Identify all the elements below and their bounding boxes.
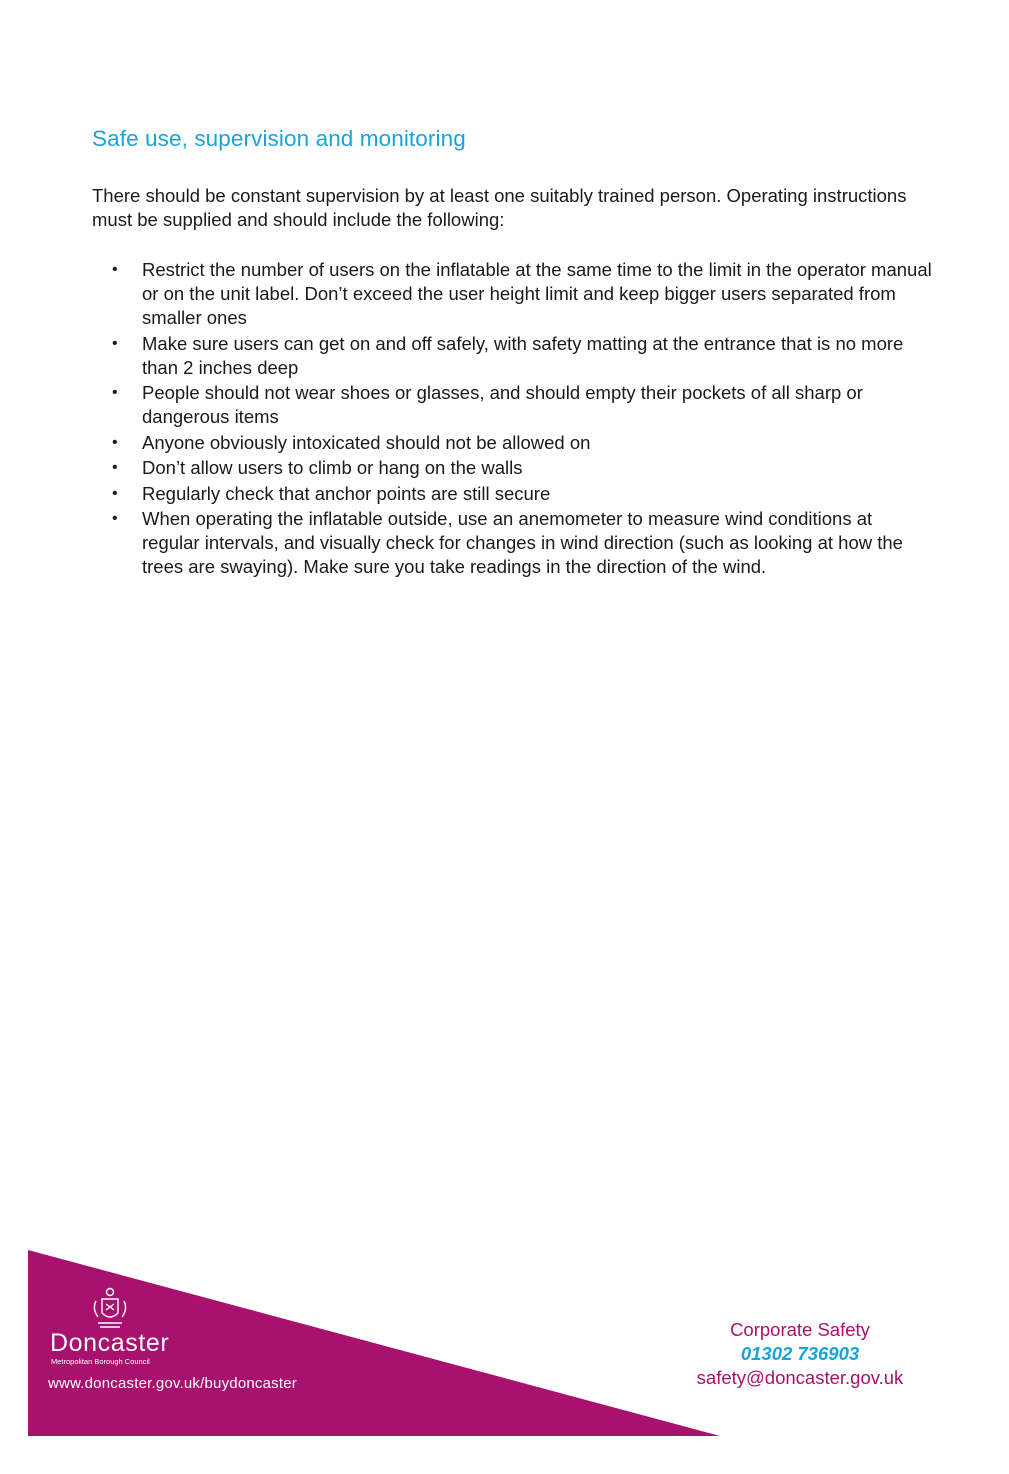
bullet-icon: • <box>112 510 118 527</box>
list-item-text: Make sure users can get on and off safely, with safety matting at the entrance that is no more than 2 inches deep <box>142 332 904 378</box>
list-item <box>92 431 932 455</box>
list-item-text: Anyone obviously intoxicated should not be allowed on <box>142 431 591 453</box>
bullet-icon: • <box>112 459 118 476</box>
bullet-icon: • <box>112 334 118 352</box>
brand-name: Doncaster <box>50 1329 170 1357</box>
contact-department: Corporate Safety <box>730 1319 870 1340</box>
list-item <box>92 507 932 579</box>
list-item <box>92 482 932 506</box>
list-item-text: Don’t allow users to climb or hang on the walls <box>142 457 523 478</box>
list-item <box>92 332 932 380</box>
list-item-text: When operating the inflatable outside, use an anemometer to measure wind conditions at regular intervals, and visually check for changes in wind direction (such as looking at how the trees are swaying). Make sure you take readings in the direction of the wind. <box>142 508 903 577</box>
bullet-icon: • <box>112 484 118 502</box>
intro-paragraph: There should be constant supervision by at least one suitably trained person. Operating instructions must be supplied and should include the following: <box>92 185 907 230</box>
contact-phone[interactable]: 01302 736903 <box>740 1343 860 1364</box>
list-item <box>92 456 932 480</box>
list-item-text: People should not wear shoes or glasses, and should empty their pockets of all sharp or dangerous items <box>142 382 863 427</box>
footer-url-link[interactable]: www.doncaster.gov.uk/buydoncaster <box>48 1375 297 1392</box>
contact-block <box>680 1318 920 1390</box>
list-item-text: Restrict the number of users on the inflatable at the same time to the limit in the operator manual or on the unit label. Don’t exceed the user height limit and keep bigger users separated from smaller ones <box>142 259 932 328</box>
instructions-list <box>92 258 932 581</box>
list-item <box>92 381 932 429</box>
coat-of-arms-icon <box>88 1285 132 1333</box>
contact-email-link[interactable]: safety@doncaster.gov.uk <box>696 1367 904 1388</box>
list-item <box>92 258 932 330</box>
list-item-text: Regularly check that anchor points are still secure <box>142 482 551 504</box>
bullet-icon: • <box>112 261 118 278</box>
bullet-icon: • <box>112 384 118 401</box>
brand-subtitle: Metropolitan Borough Council <box>51 1357 150 1366</box>
page-heading: Safe use, supervision and monitoring <box>92 126 466 151</box>
bullet-icon: • <box>112 433 118 451</box>
